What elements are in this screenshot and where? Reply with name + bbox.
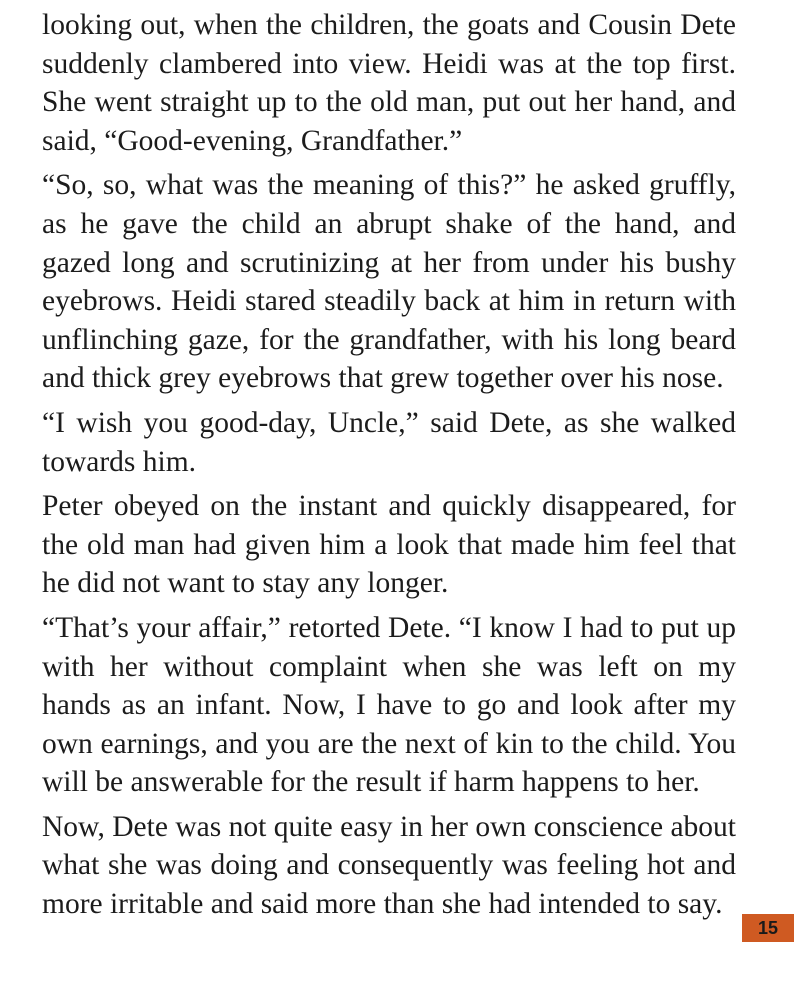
paragraph: “So, so, what was the meaning of this?” he asked gruffly, as he gave the child an abrupt shake of the hand, and gazed long and scrutinizing at her from under his bushy eyebrows. Heidi stared steadily back at him in return with unflinching gaze, for the grandfather, with his long beard and thick grey eyebrows that grew together over his nose. [42,169,736,395]
paragraph: Peter obeyed on the instant and quickly disappeared, for the old man had given him a look that made him feel that he did not want to stay any longer. [42,490,736,600]
paragraph: looking out, when the children, the goats and Cousin Dete suddenly clambered into view. Heidi was at the top first. She went straight up to the old man, put out her hand, and said, “Good-evening, Grandfather.” [42,9,736,157]
page-number-badge: 15 [742,914,794,942]
paragraph: “That’s your affair,” retorted Dete. “I know I had to put up with her without complaint when she was left on my hands as an infant. Now, I have to go and look after my own earnings, and you are the next of kin to the child. You will be answerable for the result if harm happens to her. [42,611,736,799]
paragraph: Now, Dete was not quite easy in her own conscience about what she was doing and consequently was feeling hot and more irritable and said more than she had intended to say. [42,810,736,921]
paragraph: “I wish you good-day, Uncle,” said Dete, as she walked towards him. [42,406,736,478]
page-body [42,6,736,930]
